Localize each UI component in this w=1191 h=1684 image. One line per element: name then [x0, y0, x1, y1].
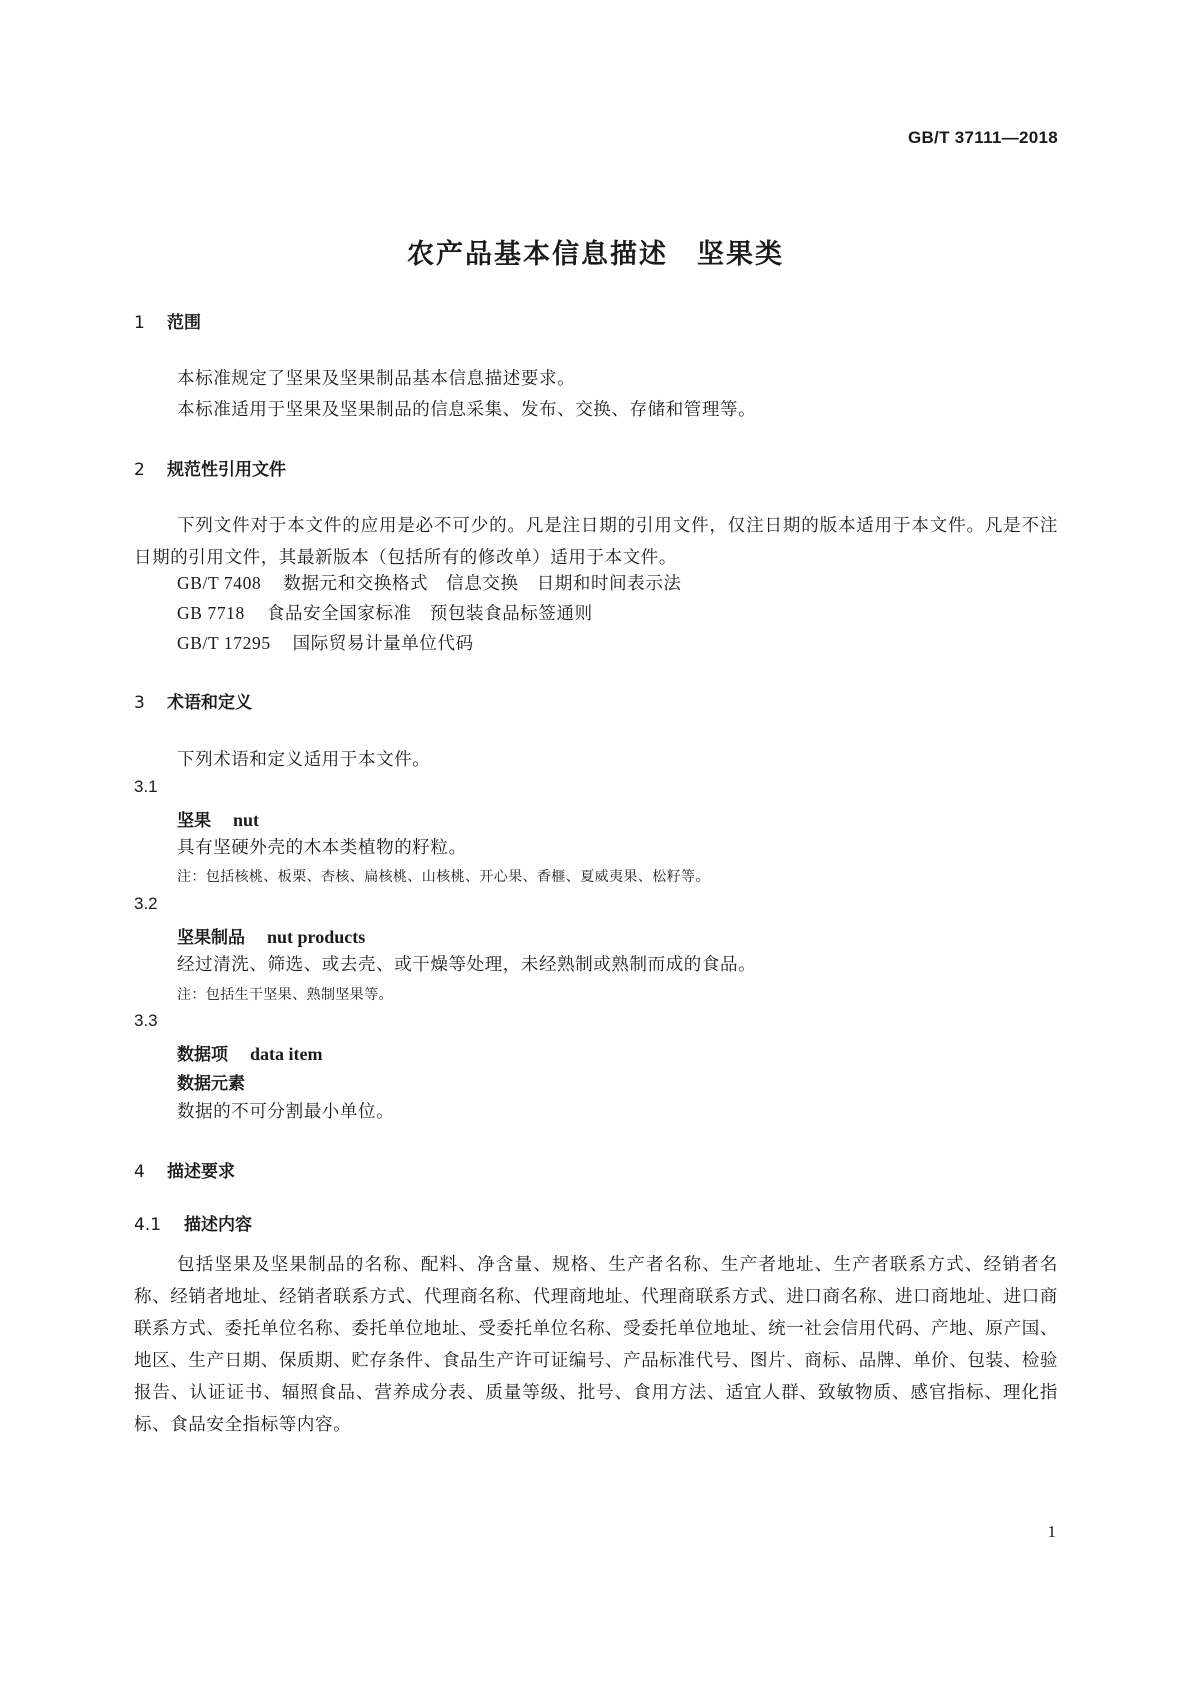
reference-item: [177, 630, 474, 655]
section-2-heading: [134, 455, 286, 480]
document-title: 农产品基本信息描述 坚果类: [407, 239, 784, 270]
term-name: [177, 1040, 322, 1065]
term-number: 3.1: [134, 777, 158, 796]
term-name: [177, 923, 365, 948]
section-number: 1: [134, 313, 145, 333]
section-title: 描述要求: [167, 1162, 235, 1182]
term-english: nut: [233, 810, 260, 830]
term-number: 3.3: [134, 1011, 158, 1030]
term-chinese: 数据项: [177, 1045, 228, 1065]
section-title: 规范性引用文件: [167, 460, 286, 480]
section-1-paragraph-1: 本标准规定了坚果及坚果制品基本信息描述要求。: [177, 369, 576, 389]
term-chinese: 坚果制品: [177, 928, 245, 948]
subsection-4-1-body: 包括坚果及坚果制品的名称、配料、净含量、规格、生产者名称、生产者地址、生产者联系方式、经销者名称、经销者地址、经销者联系方式、代理商名称、代理商地址、代理商联系方式、进口商名称、进口商地址、进口商联系方式、委托单位名称、委托单位地址、受委托单位名称、受委托单位地址、统一社会信用代码、产地、原产国、地区、生产日期、保质期、贮存条件、食品生产许可证编号、产品标准代号、图片、商标、品牌、单价、包装、检验报告、认证证书、辐照食品、营养成分表、质量等级、批号、食用方法、适宜人群、致敏物质、感官指标、理化指标、食品安全指标等内容。: [134, 1255, 1058, 1435]
term-chinese: 坚果: [177, 811, 211, 831]
section-1-paragraph-2: 本标准适用于坚果及坚果制品的信息采集、发布、交换、存储和管理等。: [177, 400, 757, 420]
section-number: 3: [134, 693, 145, 713]
section-title: 范围: [167, 313, 201, 333]
section-3-intro: 下列术语和定义适用于本文件。: [177, 750, 431, 770]
reference-item: [177, 600, 593, 625]
section-number: 4: [134, 1162, 145, 1182]
standard-code: GB/T 37111—2018: [907, 128, 1058, 147]
subsection-title: 描述内容: [184, 1215, 252, 1235]
subsection-number: 4.1: [134, 1215, 162, 1235]
section-number: 2: [134, 460, 145, 480]
section-1-heading: [134, 308, 201, 333]
term-note: 注：包括核桃、板栗、杏核、扁核桃、山核桃、开心果、香榧、夏威夷果、松籽等。: [177, 869, 710, 885]
reference-title: 数据元和交换格式 信息交换 日期和时间表示法: [283, 574, 682, 594]
term-alt-name: 数据元素: [177, 1074, 245, 1094]
term-note: 注：包括生干坚果、熟制坚果等。: [177, 987, 393, 1003]
term-definition: 数据的不可分割最小单位。: [177, 1102, 395, 1122]
term-name: [177, 806, 259, 831]
term-english: nut products: [267, 927, 366, 947]
reference-code: GB/T 17295: [177, 633, 271, 653]
section-3-heading: [134, 688, 252, 713]
page-number: 1: [1047, 1522, 1056, 1541]
reference-code: GB/T 7408: [177, 573, 262, 593]
term-definition: 经过清洗、筛选、或去壳、或干燥等处理，未经熟制或熟制而成的食品。: [177, 955, 757, 975]
subsection-4-1-heading: [134, 1210, 252, 1235]
reference-item: [177, 570, 682, 595]
term-definition: 具有坚硬外壳的木本类植物的籽粒。: [177, 838, 467, 858]
reference-code: GB 7718: [177, 603, 245, 623]
reference-title: 食品安全国家标准 预包装食品标签通则: [266, 604, 593, 624]
term-number: 3.2: [134, 894, 158, 913]
reference-title: 国际贸易计量单位代码: [292, 634, 474, 654]
section-2-intro: 下列文件对于本文件的应用是必不可少的。凡是注日期的引用文件，仅注日期的版本适用于本文件。凡是不注日期的引用文件，其最新版本（包括所有的修改单）适用于本文件。: [134, 516, 1058, 568]
term-english: data item: [250, 1044, 323, 1064]
section-title: 术语和定义: [167, 693, 252, 713]
section-4-heading: [134, 1157, 235, 1182]
